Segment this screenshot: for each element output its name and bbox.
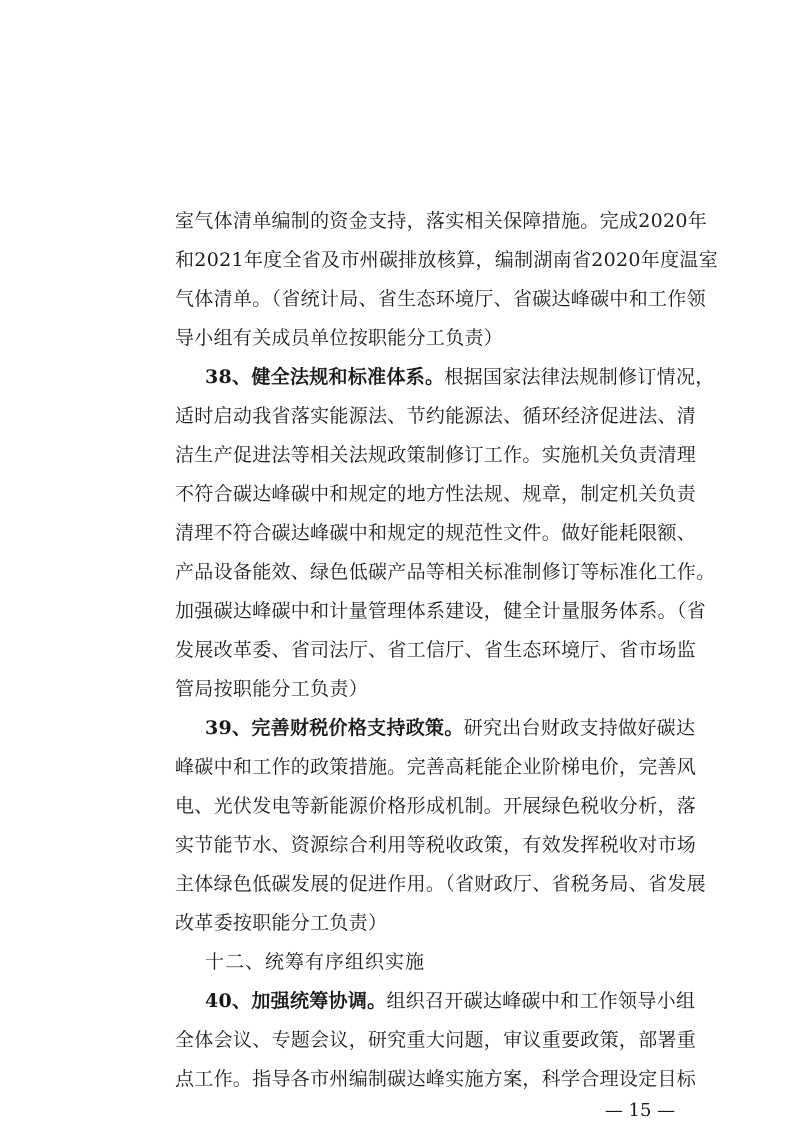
item-38-line-3: 洁生产促进法等相关法规政策制修订工作。实施机关负责清理 — [175, 444, 697, 466]
paragraph-1-line-2: 和2021年度全省及市州碳排放核算，编制湖南省2020年度温室 — [175, 249, 719, 271]
item-40-line-2: 全体会议、专题会议，研究重大问题，审议重要政策，部署重 — [175, 1029, 697, 1051]
item-38-line-2: 适时启动我省落实能源法、节约能源法、循环经济促进法、清 — [175, 405, 697, 427]
item-38-line-6: 产品设备能效、绿色低碳产品等相关标准制修订等标准化工作。 — [175, 561, 716, 583]
item-39-line-6: 改革委按职能分工负责） — [175, 912, 388, 934]
paragraph-1-line-1: 室气体清单编制的资金支持，落实相关保障措施。完成2020年 — [175, 210, 708, 232]
item-40-line-1 — [205, 989, 695, 1013]
item-38-line-5: 清理不符合碳达峰碳中和规定的规范性文件。做好能耗限额、 — [175, 522, 697, 544]
item-40-line-3: 点工作。指导各市州编制碳达峰实施方案，科学合理设定目标 — [175, 1068, 697, 1090]
item-39-line-2: 峰碳中和工作的政策措施。完善高耗能企业阶梯电价，完善风 — [175, 756, 697, 778]
item-38-line-9: 管局按职能分工负责） — [175, 678, 369, 700]
item-39-line-3: 电、光伏发电等新能源价格形成机制。开展绿色税收分析，落 — [175, 795, 697, 817]
item-38-title: 38、健全法规和标准体系。 — [205, 366, 445, 388]
item-39-line-4: 实节能节水、资源综合利用等税收政策，有效发挥税收对市场 — [175, 834, 697, 856]
item-39-line-5: 主体绿色低碳发展的促进作用。（省财政厅、省税务局、省发展 — [175, 873, 706, 895]
paragraph-1-line-3: 气体清单。（省统计局、省生态环境厅、省碳达峰碳中和工作领 — [175, 288, 706, 310]
item-38-line-7: 加强碳达峰碳中和计量管理体系建设，健全计量服务体系。（省 — [175, 600, 706, 622]
item-39-line-1 — [205, 716, 695, 740]
item-38-line-4: 不符合碳达峰碳中和规定的地方性法规、规章，制定机关负责 — [175, 483, 697, 505]
page-number: — 15 — — [604, 1100, 676, 1121]
section-heading: 十二、统筹有序组织实施 — [205, 951, 426, 973]
item-39-title: 39、完善财税价格支持政策。 — [205, 717, 464, 739]
item-39-text: 研究出台财政支持做好碳达 — [463, 717, 696, 739]
paragraph-1-line-4: 导小组有关成员单位按职能分工负责） — [175, 327, 504, 349]
item-38-line-8: 发展改革委、省司法厅、省工信厅、省生态环境厅、省市场监 — [175, 639, 697, 661]
item-40-text: 组织召开碳达峰碳中和工作领导小组 — [386, 990, 696, 1012]
item-38-text: 根据国家法律法规制修订情况， — [444, 366, 715, 388]
item-38-line-1 — [205, 365, 715, 389]
item-40-title: 40、加强统筹协调。 — [205, 990, 387, 1012]
